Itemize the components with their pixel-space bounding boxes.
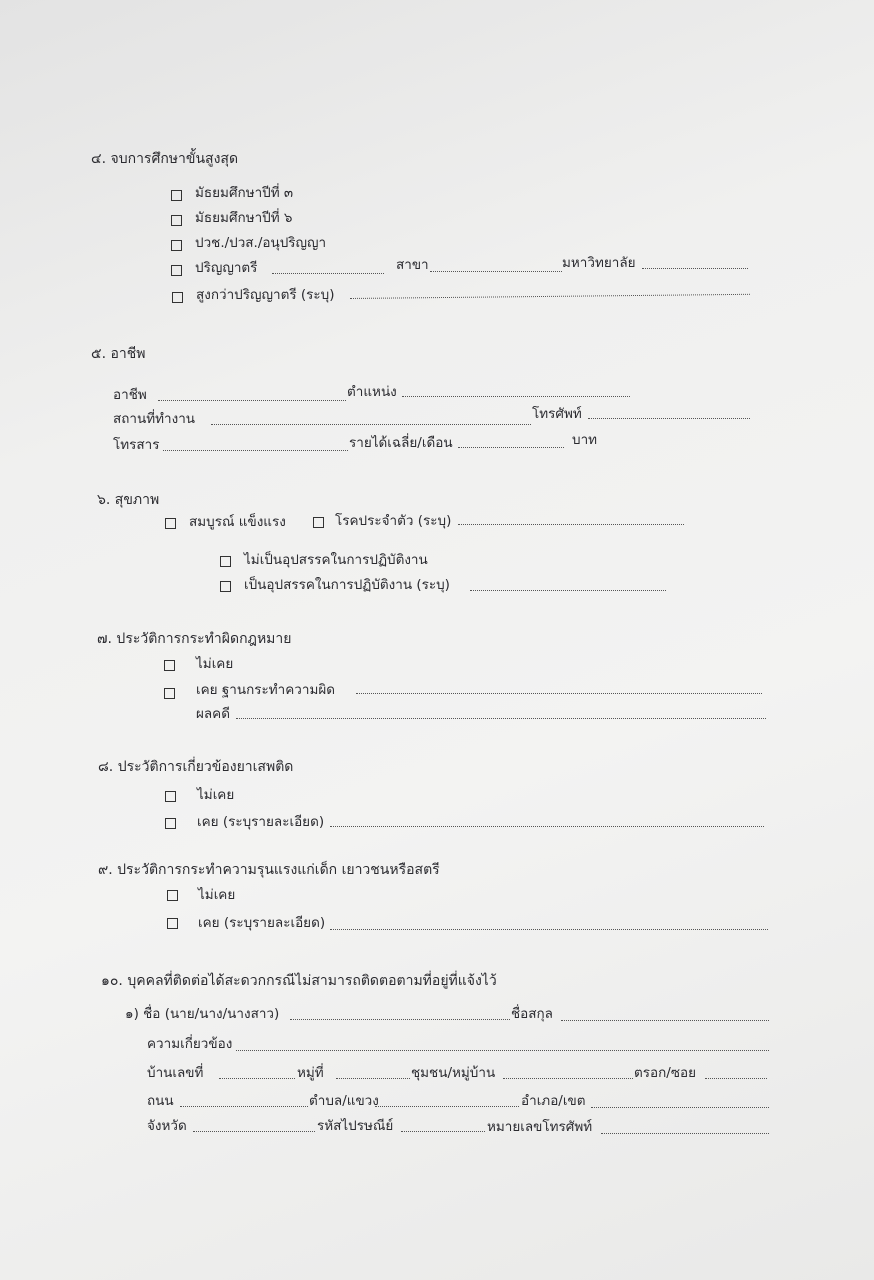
education-higher-label: สูงกว่าปริญญาตรี (ระบุ) <box>196 287 335 303</box>
occupation-heading: ๕. อาชีพ <box>91 346 146 362</box>
education-m3-label: มัธยมศึกษาปีที่ ๓ <box>195 185 294 201</box>
income-field[interactable] <box>458 447 564 448</box>
health-obstacle-field[interactable] <box>470 590 666 591</box>
contact-subdistrict-label: ตำบล/แขวง <box>309 1093 379 1109</box>
health-not-obstacle-checkbox[interactable] <box>220 556 231 567</box>
contact-village-label: ชุมชน/หมู่บ้าน <box>411 1065 496 1081</box>
health-healthy-label: สมบูรณ์ แข็งแรง <box>189 514 286 530</box>
contact-house-no-label: บ้านเลขที่ <box>147 1065 204 1081</box>
education-m3-checkbox[interactable] <box>171 190 182 201</box>
contact-subdistrict-field[interactable] <box>375 1106 519 1107</box>
contact-surname-field[interactable] <box>561 1020 769 1021</box>
education-vocational-checkbox[interactable] <box>171 240 182 251</box>
education-higher-field[interactable] <box>350 294 750 299</box>
health-obstacle-label: เป็นอุปสรรคในการปฏิบัติงาน (ระบุ) <box>244 577 450 593</box>
contact-name-label: ๑) ชื่อ (นาย/นาง/นางสาว) <box>125 1006 280 1022</box>
health-obstacle-checkbox[interactable] <box>220 581 231 592</box>
health-disease-checkbox[interactable] <box>313 517 324 528</box>
contact-name-field[interactable] <box>290 1019 510 1020</box>
contact-road-field[interactable] <box>180 1106 308 1107</box>
health-not-obstacle-label: ไม่เป็นอุปสรรคในการปฏิบัติงาน <box>244 552 428 568</box>
education-m6-label: มัธยมศึกษาปีที่ ๖ <box>195 210 293 226</box>
education-higher-checkbox[interactable] <box>172 292 183 303</box>
legal-never-checkbox[interactable] <box>164 660 175 671</box>
violence-never-label: ไม่เคย <box>198 887 236 903</box>
contact-moo-label: หมู่ที่ <box>297 1065 324 1081</box>
contact-moo-field[interactable] <box>336 1078 410 1079</box>
legal-never-label: ไม่เคย <box>196 656 234 672</box>
position-field[interactable] <box>402 396 630 397</box>
legal-result-label: ผลคดี <box>196 706 230 722</box>
contact-village-field[interactable] <box>503 1078 633 1079</box>
contact-province-label: จังหวัด <box>147 1118 187 1134</box>
bachelor-degree-field[interactable] <box>272 273 384 274</box>
education-bachelor-checkbox[interactable] <box>171 265 182 276</box>
health-healthy-checkbox[interactable] <box>165 518 176 529</box>
occupation-label: อาชีพ <box>113 387 147 403</box>
contact-alley-label: ตรอก/ซอย <box>634 1065 697 1081</box>
position-label: ตำแหน่ง <box>347 384 397 400</box>
drug-never-label: ไม่เคย <box>197 787 235 803</box>
health-heading: ๖. สุขภาพ <box>97 492 160 508</box>
contact-tel-label: หมายเลขโทรศัพท์ <box>487 1119 593 1135</box>
phone-field[interactable] <box>588 418 750 419</box>
bachelor-university-field[interactable] <box>642 268 748 269</box>
drug-detail-field[interactable] <box>330 826 764 827</box>
bachelor-major-field[interactable] <box>430 271 562 272</box>
violence-ever-label: เคย (ระบุรายละเอียด) <box>198 915 326 931</box>
violence-detail-field[interactable] <box>330 929 768 930</box>
contact-postcode-field[interactable] <box>401 1131 485 1132</box>
violence-history-heading: ๙. ประวัติการกระทำความรุนแรงแก่เด็ก เยาวชนหรือสตรี <box>98 862 440 878</box>
violence-never-checkbox[interactable] <box>167 890 178 901</box>
legal-offense-field[interactable] <box>356 693 762 694</box>
education-m6-checkbox[interactable] <box>171 215 182 226</box>
occupation-field[interactable] <box>158 400 346 401</box>
workplace-label: สถานที่ทำงาน <box>113 411 196 427</box>
drug-history-heading: ๘. ประวัติการเกี่ยวข้องยาเสพติด <box>98 759 294 775</box>
drug-ever-checkbox[interactable] <box>165 818 176 829</box>
contact-surname-label: ชื่อสกุล <box>511 1006 553 1022</box>
contact-district-label: อำเภอ/เขต <box>521 1093 586 1109</box>
fax-field[interactable] <box>163 450 348 451</box>
contact-province-field[interactable] <box>193 1131 315 1132</box>
legal-history-heading: ๗. ประวัติการกระทำผิดกฎหมาย <box>97 631 292 647</box>
workplace-field[interactable] <box>211 424 531 425</box>
fax-label: โทรสาร <box>113 437 160 453</box>
contact-road-label: ถนน <box>147 1093 174 1109</box>
bachelor-university-label: มหาวิทยาลัย <box>562 255 636 271</box>
legal-result-field[interactable] <box>236 718 766 719</box>
baht-label: บาท <box>572 432 598 448</box>
contact-district-field[interactable] <box>591 1107 769 1108</box>
bachelor-major-label: สาขา <box>396 257 429 273</box>
drug-ever-label: เคย (ระบุรายละเอียด) <box>197 814 325 830</box>
legal-ever-checkbox[interactable] <box>164 688 175 699</box>
contact-relation-field[interactable] <box>236 1050 769 1051</box>
legal-ever-label: เคย ฐานกระทำความผิด <box>196 682 336 698</box>
violence-ever-checkbox[interactable] <box>167 918 178 929</box>
health-disease-label: โรคประจำตัว (ระบุ) <box>335 513 452 529</box>
phone-label: โทรศัพท์ <box>532 406 582 422</box>
contact-relation-label: ความเกี่ยวข้อง <box>147 1036 233 1052</box>
contact-tel-field[interactable] <box>601 1133 769 1134</box>
health-disease-field[interactable] <box>458 524 684 525</box>
contact-alley-field[interactable] <box>705 1078 767 1079</box>
income-label: รายได้เฉลี่ย/เดือน <box>349 435 453 451</box>
contact-person-heading: ๑๐. บุคคลที่ติดต่อได้สะดวกกรณีไม่สามารถติดตอตามที่อยู่ที่แจ้งไว้ <box>101 973 497 989</box>
contact-postcode-label: รหัสไปรษณีย์ <box>317 1118 394 1134</box>
education-vocational-label: ปวช./ปวส./อนุปริญญา <box>195 235 327 251</box>
drug-never-checkbox[interactable] <box>165 791 176 802</box>
education-heading: ๔. จบการศึกษาขั้นสูงสุด <box>91 151 239 167</box>
contact-house-no-field[interactable] <box>219 1078 295 1079</box>
education-bachelor-label: ปริญญาตรี <box>195 260 258 276</box>
